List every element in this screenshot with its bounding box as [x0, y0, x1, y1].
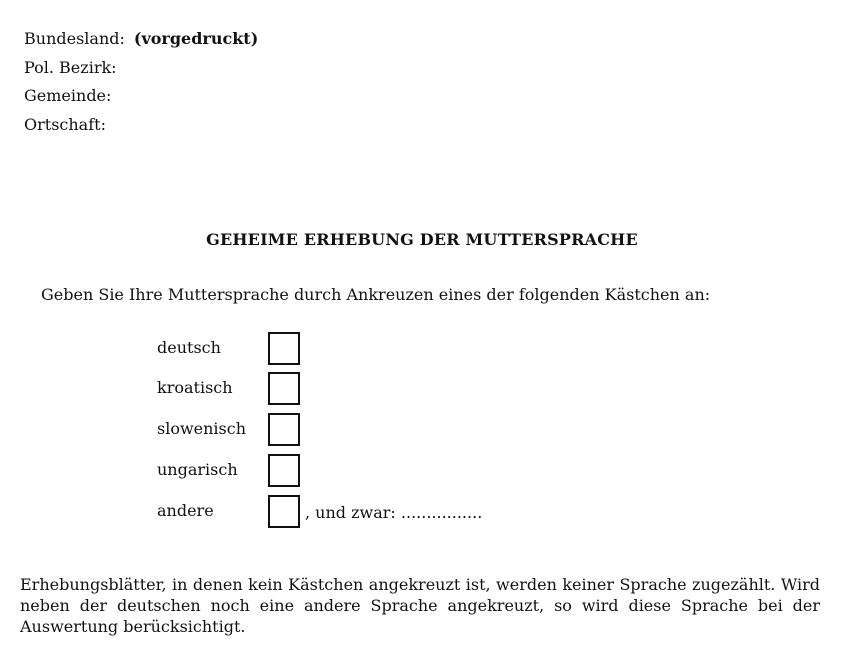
other-language-field[interactable]: , und zwar: ................	[305, 503, 483, 522]
checkbox-kroatisch[interactable]	[268, 372, 300, 405]
option-label-deutsch: deutsch	[157, 338, 221, 357]
checkbox-andere[interactable]	[268, 495, 300, 528]
bundesland-label: Bundesland:	[24, 29, 125, 48]
form-title: GEHEIME ERHEBUNG DER MUTTERSPRACHE	[206, 230, 638, 249]
option-row-kroatisch	[0, 372, 844, 406]
checkbox-slowenisch[interactable]	[268, 413, 300, 446]
ortschaft-label: Ortschaft:	[24, 114, 106, 134]
option-row-ungarisch	[0, 454, 844, 488]
ortschaft-line	[24, 111, 258, 140]
option-label-andere: andere	[157, 501, 214, 520]
footnote-text: Erhebungsblätter, in denen kein Kästchen angekreuzt ist, werden keiner Sprache zugezählt. Wird neben der deutschen noch eine andere Sprache angekreuzt, so wird diese Sprache bei der Auswertung berücksichtigt.	[20, 575, 820, 636]
option-row-deutsch	[0, 332, 844, 366]
bezirk-label: Pol. Bezirk:	[24, 57, 117, 77]
header-block	[24, 25, 258, 139]
gemeinde-label: Gemeinde:	[24, 86, 112, 105]
bezirk-line	[24, 54, 258, 83]
bundesland-value: (vorgedruckt)	[133, 29, 259, 48]
option-label-kroatisch: kroatisch	[157, 378, 233, 397]
option-label-slowenisch: slowenisch	[157, 419, 247, 438]
option-label-ungarisch: ungarisch	[157, 460, 238, 479]
instruction-text: Geben Sie Ihre Muttersprache durch Ankreuzen eines der folgenden Kästchen an:	[41, 285, 711, 304]
gemeinde-line	[24, 82, 258, 111]
bundesland-line	[24, 25, 258, 54]
option-row-andere	[0, 495, 844, 529]
checkbox-deutsch[interactable]	[268, 332, 300, 365]
checkbox-ungarisch[interactable]	[268, 454, 300, 487]
option-row-slowenisch	[0, 413, 844, 447]
